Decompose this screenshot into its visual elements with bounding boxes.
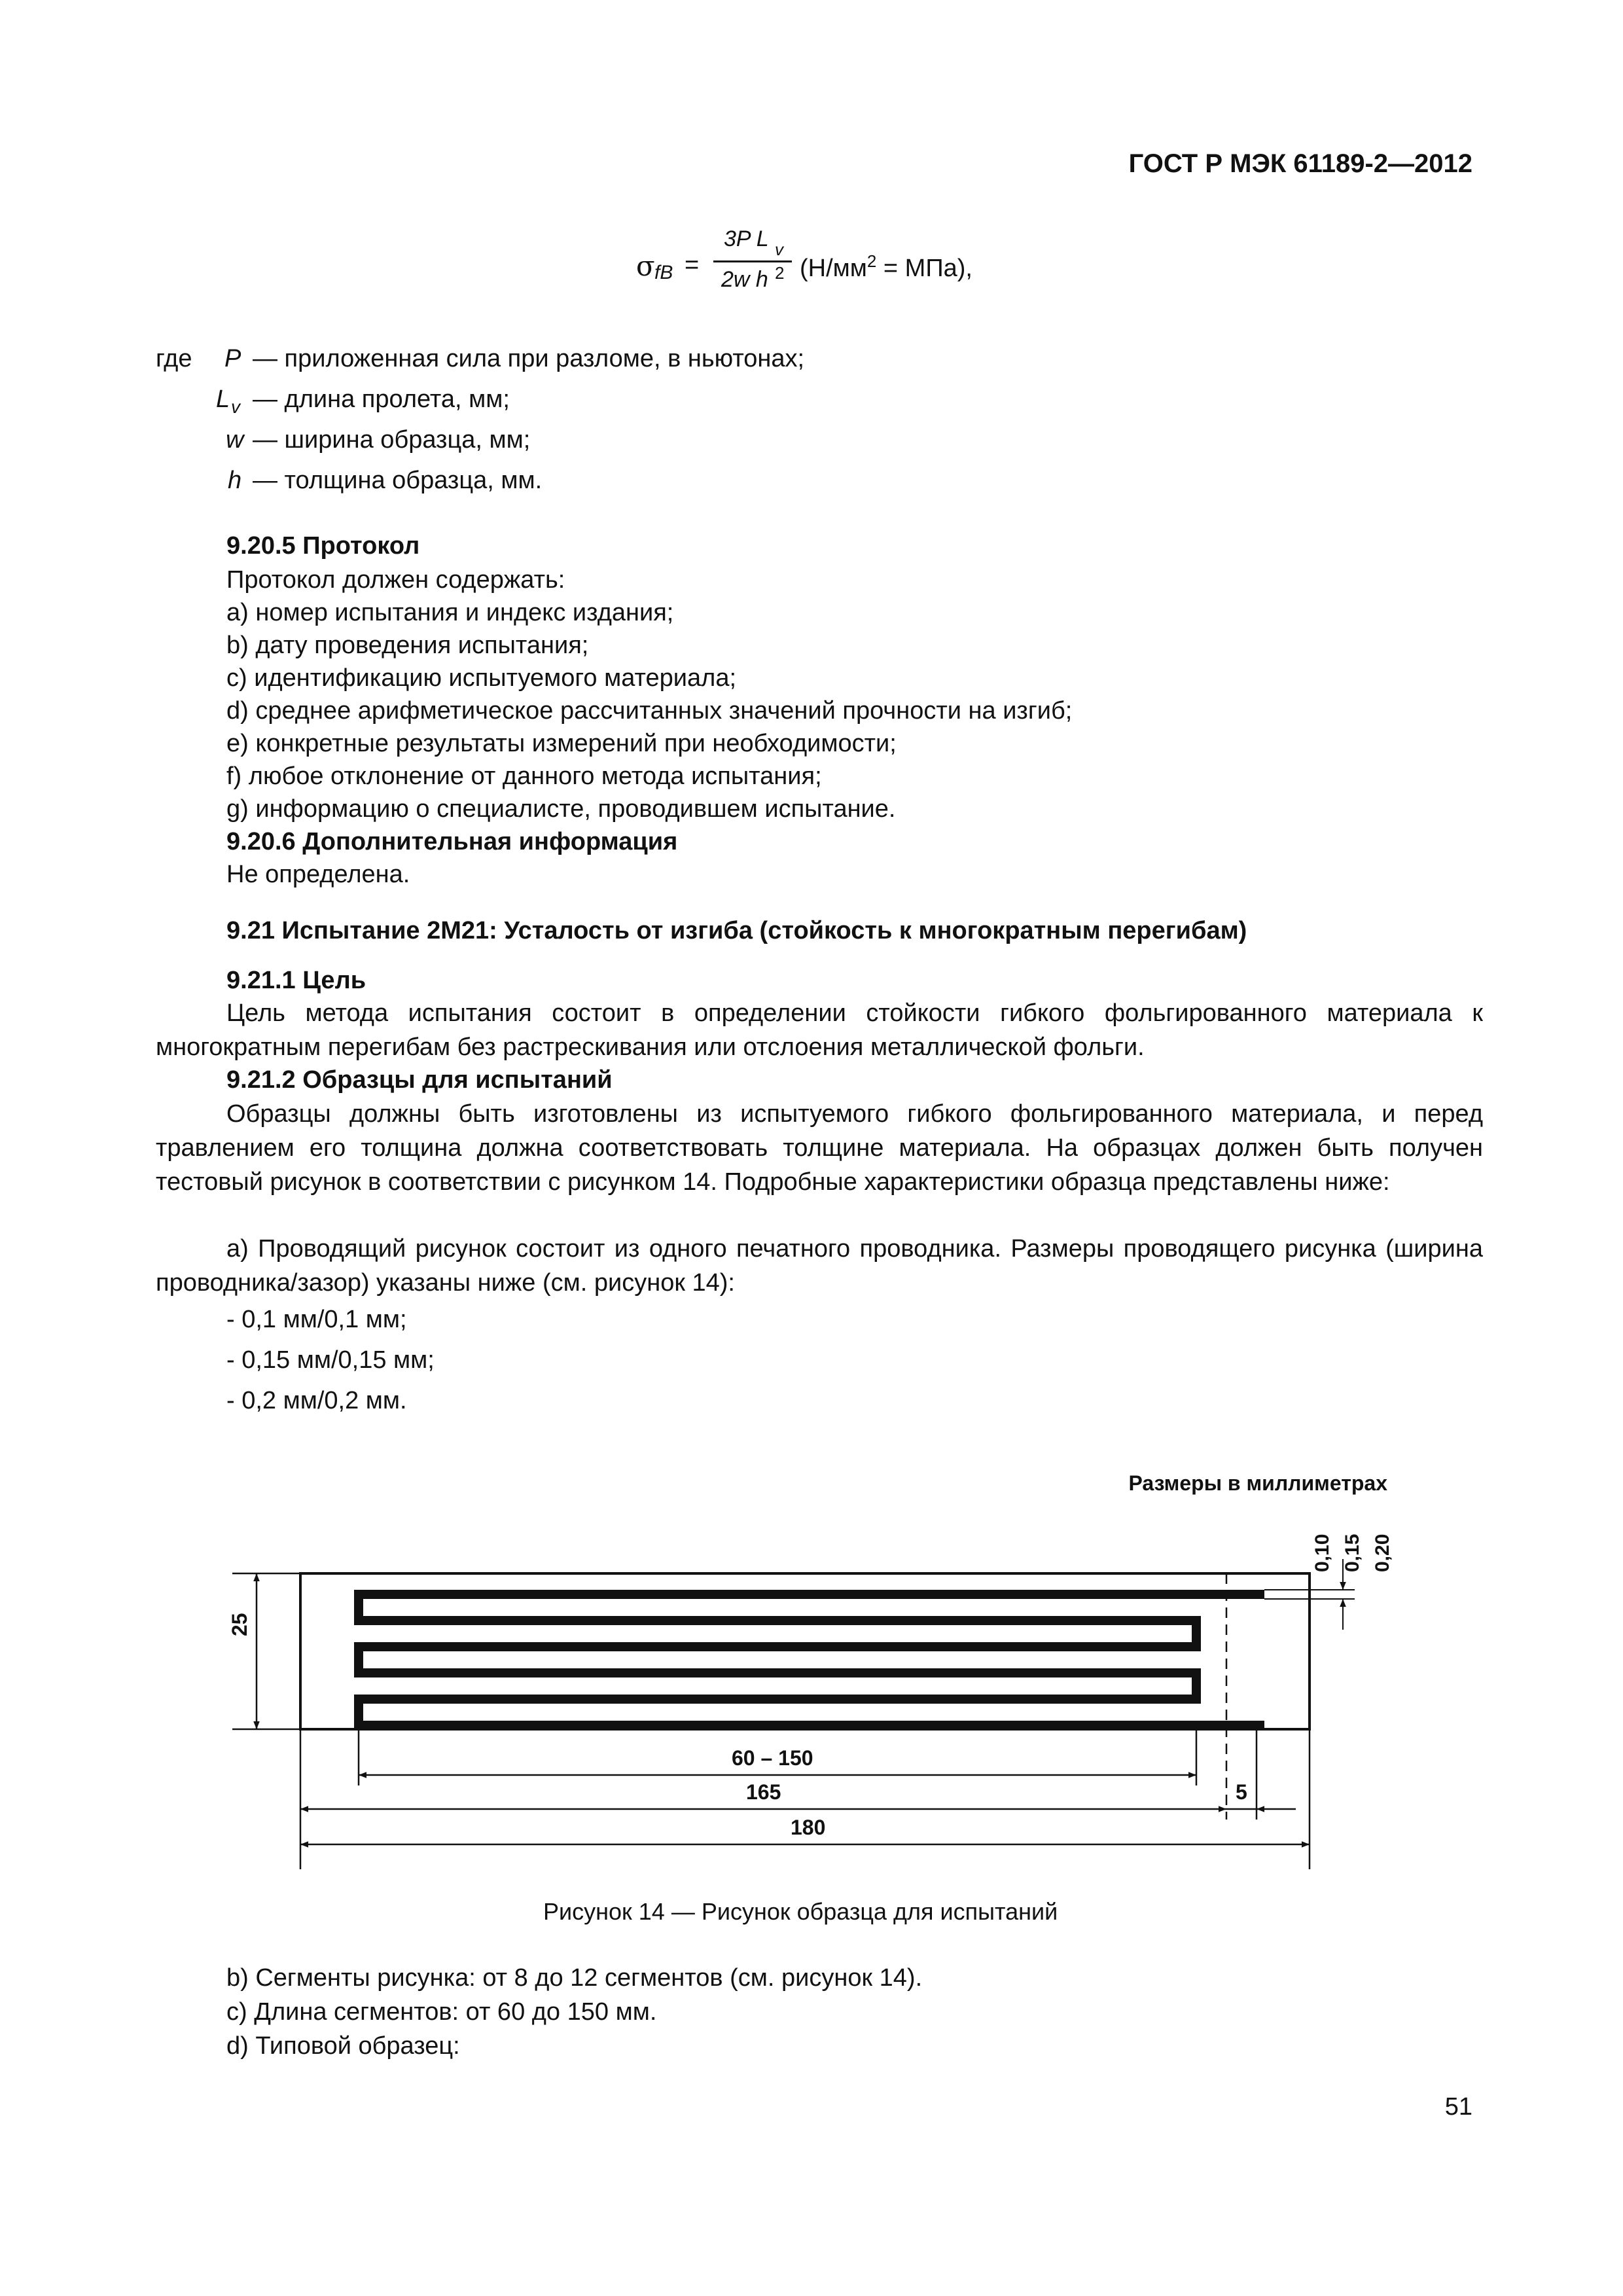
formula-numerator: 3P L xyxy=(724,226,769,251)
list-item: d) Типовой образец: xyxy=(226,2032,460,2060)
var-subscript: v xyxy=(231,397,240,417)
list-item: b) дату проведения испытания; xyxy=(226,632,589,659)
formula-denominator-superscript: 2 xyxy=(775,263,785,283)
conductor-width-010-label: 0,10 xyxy=(1311,1534,1333,1572)
formula-sigma: σ xyxy=(636,250,655,282)
formula-equals: = xyxy=(685,251,700,279)
dimension-option: - 0,2 мм/0,2 мм. xyxy=(226,1387,407,1414)
conductor-pattern xyxy=(359,1594,1264,1725)
where-label: где xyxy=(156,345,192,372)
var-definition: — приложенная сила при разломе, в ньютонах; xyxy=(253,345,805,372)
section-heading: 9.21.2 Образцы для испытаний xyxy=(226,1066,613,1094)
dimension-165-label: 165 xyxy=(746,1780,781,1804)
section-text: Не определена. xyxy=(226,861,410,888)
list-item: b) Сегменты рисунка: от 8 до 12 сегментов (см. рисунок 14). xyxy=(226,1964,923,1992)
section-heading: 9.21.1 Цель xyxy=(226,967,366,994)
formula-numerator-subscript: v xyxy=(775,240,783,259)
list-item: e) конкретные результаты измерений при необходимости; xyxy=(226,730,897,757)
list-item: f) любое отклонение от данного метода испытания; xyxy=(226,762,822,790)
formula-denominator: 2w h xyxy=(721,267,768,292)
var-symbol: w xyxy=(226,426,244,454)
list-item: c) Длина сегментов: от 60 до 150 мм. xyxy=(226,1998,657,2026)
figure-units-note: Размеры в миллиметрах xyxy=(1128,1471,1387,1495)
list-item: a) номер испытания и индекс издания; xyxy=(226,599,674,626)
dimension-60-150-label: 60 – 150 xyxy=(732,1746,813,1770)
item-a-text: a) Проводящий рисунок состоит из одного печатного проводника. Размеры проводящего рисунка (ширина проводника/зазор) указаны ниже (см. рисунок 14): xyxy=(156,1235,1483,1297)
var-definition: — ширина образца, мм; xyxy=(253,426,531,454)
section-heading-9-21: 9.21 Испытание 2М21: Усталость от изгиба (стойкость к многократным перегибам) xyxy=(226,917,1247,944)
dimension-option: - 0,15 мм/0,15 мм; xyxy=(226,1346,435,1374)
var-definition: — длина пролета, мм; xyxy=(253,386,510,413)
list-item: d) среднее арифметическое рассчитанных значений прочности на изгиб; xyxy=(226,697,1073,725)
page-number: 51 xyxy=(1444,2093,1472,2121)
dimension-180-label: 180 xyxy=(791,1816,826,1839)
figure-caption: Рисунок 14 — Рисунок образца для испытаний xyxy=(543,1898,1058,1925)
document-header: ГОСТ Р МЭК 61189-2—2012 xyxy=(1128,149,1472,178)
section-text: Образцы должны быть изготовлены из испытуемого гибкого фольгированного материала, и перед травлением его толщина должна соответствовать толщине материала. На образцах должен быть получен тестовый рисунок в соответствии с рисунком 14. Подробные характеристики образца представлены ниже: xyxy=(156,1100,1483,1196)
dimension-5-label: 5 xyxy=(1236,1780,1247,1804)
formula-sigma-subscript: fB xyxy=(654,262,673,283)
section-text: Цель метода испытания состоит в определении стойкости гибкого фольгированного материала к многократным перегибам без растрескивания или отслоения металлической фольги. xyxy=(156,999,1483,1061)
var-symbol: L xyxy=(216,386,230,413)
list-item: c) идентификацию испытуемого материала; xyxy=(226,664,737,692)
conductor-width-015-label: 0,15 xyxy=(1342,1534,1363,1572)
section-heading: 9.20.6 Дополнительная информация xyxy=(226,828,678,855)
section-heading: 9.20.5 Протокол xyxy=(226,532,420,560)
dimension-25-label: 25 xyxy=(228,1613,251,1636)
formula-unit: $(Н/мм^2 = МПа)$, xyxy=(800,251,972,282)
list-item: g) информацию о специалисте, проводившем испытание. xyxy=(226,795,896,823)
var-symbol: h xyxy=(228,467,242,494)
dimension-option: - 0,1 мм/0,1 мм; xyxy=(226,1306,407,1333)
conductor-width-020-label: 0,20 xyxy=(1372,1534,1393,1572)
section-intro: Протокол должен содержать: xyxy=(226,566,565,594)
var-definition: — толщина образца, мм. xyxy=(253,467,543,494)
var-symbol: P xyxy=(224,345,241,372)
